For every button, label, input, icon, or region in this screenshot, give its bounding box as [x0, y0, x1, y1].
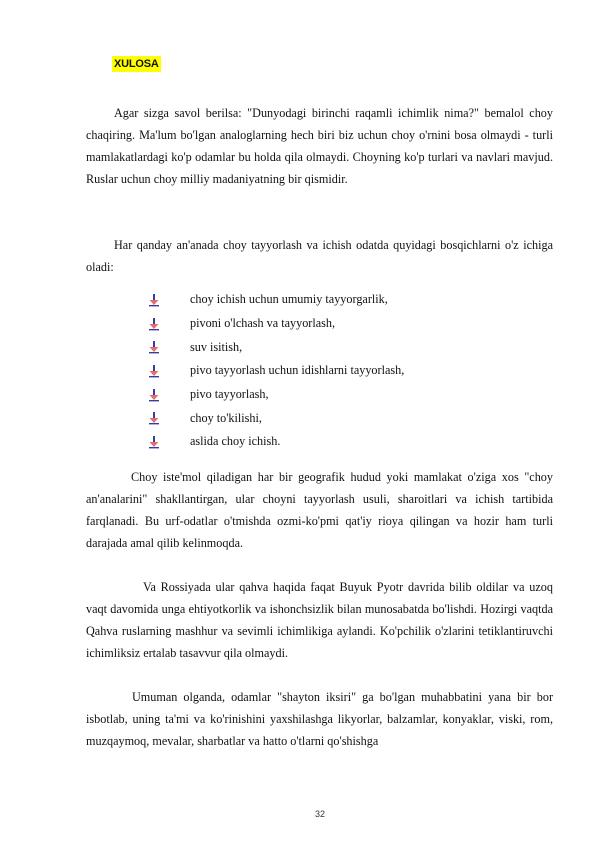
list-item — [148, 406, 404, 430]
down-arrow-icon — [148, 388, 160, 402]
down-arrow-icon — [148, 317, 160, 331]
list-item-text: choy ichish uchun umumiy tayyorgarlik, — [190, 292, 388, 307]
list-item — [148, 335, 404, 359]
list-item — [148, 288, 404, 312]
paragraph-intro: Agar sizga savol berilsa: "Dunyodagi birinchi raqamli ichimlik nima?" bemalol choy chaqiring. Ma'lum bo'lgan analoglarning hech biri biz uchun choy o'rnini bosa olmaydi - turli mamlakatlardagi ko'p odamlar bu holda qila olmaydi. Choyning ko'p turlari va navlari mavjud. Ruslar uchun choy milliy madaniyatning bir qismidir. — [86, 106, 553, 186]
list-item-text: pivo tayyorlash uchun idishlarni tayyorlash, — [190, 363, 405, 378]
paragraph-devils-elixir: Umuman olganda, odamlar "shayton iksiri" ga bo'lgan muhabbatini yana bir bor isbotlab, uning ta'mi va ko'rinishini yaxshilashga likyorlar, balzamlar, konyaklar, viski, rom, muzqaymoq, mevalar, sharbatlar va hatto o'tlarni qo'shishga — [86, 690, 553, 748]
down-arrow-icon — [148, 340, 160, 354]
tea-stages-list — [148, 288, 404, 454]
list-item-text: pivoni o'lchash va tayyorlash, — [190, 316, 336, 331]
paragraph-traditions: Choy iste'mol qiladigan har bir geografik hudud yoki mamlakat o'ziga xos "choy an'analarini" shakllantirgan, ular choyni tayyorlash usuli, sharoitlari va ichish tartibida farqlanadi. Bu urf-odatlar o'tmishda ozmi-ko'pmi qat'iy rioya qilingan va hozir ham turli darajada amal qilib kelinmoqda. — [86, 470, 553, 550]
list-item-text: pivo tayyorlash, — [190, 387, 269, 402]
down-arrow-icon — [148, 293, 160, 307]
down-arrow-icon — [148, 435, 160, 449]
paragraph-russia-coffee: Va Rossiyada ular qahva haqida faqat Buyuk Pyotr davrida bilib oldilar va uzoq vaqt davomida unga ehtiyotkorlik va ishonchsizlik bilan munosabatda bo'lishdi. Hozirgi vaqtda Qahva ruslarning mashhur va sevimli ichimlikiga aylandi. Ko'pchilik o'zlarini tetiklantiruvchi ichimliksiz ertalab tasavvur qila olmaydi. — [86, 580, 553, 660]
section-heading: XULOSA — [114, 58, 159, 70]
list-item — [148, 312, 404, 336]
list-item — [148, 430, 404, 454]
list-item-text: suv isitish, — [190, 339, 243, 354]
page-number: 32 — [314, 809, 325, 819]
down-arrow-icon — [148, 411, 160, 425]
list-item-text: aslida choy ichish. — [190, 434, 281, 449]
list-item — [148, 359, 404, 383]
list-item-text: choy to'kilishi, — [190, 410, 262, 425]
list-item — [148, 383, 404, 407]
paragraph-stages: Har qanday an'anada choy tayyorlash va ichish odatda quyidagi bosqichlarni o'z ichiga oladi: — [86, 238, 553, 274]
down-arrow-icon — [148, 364, 160, 378]
